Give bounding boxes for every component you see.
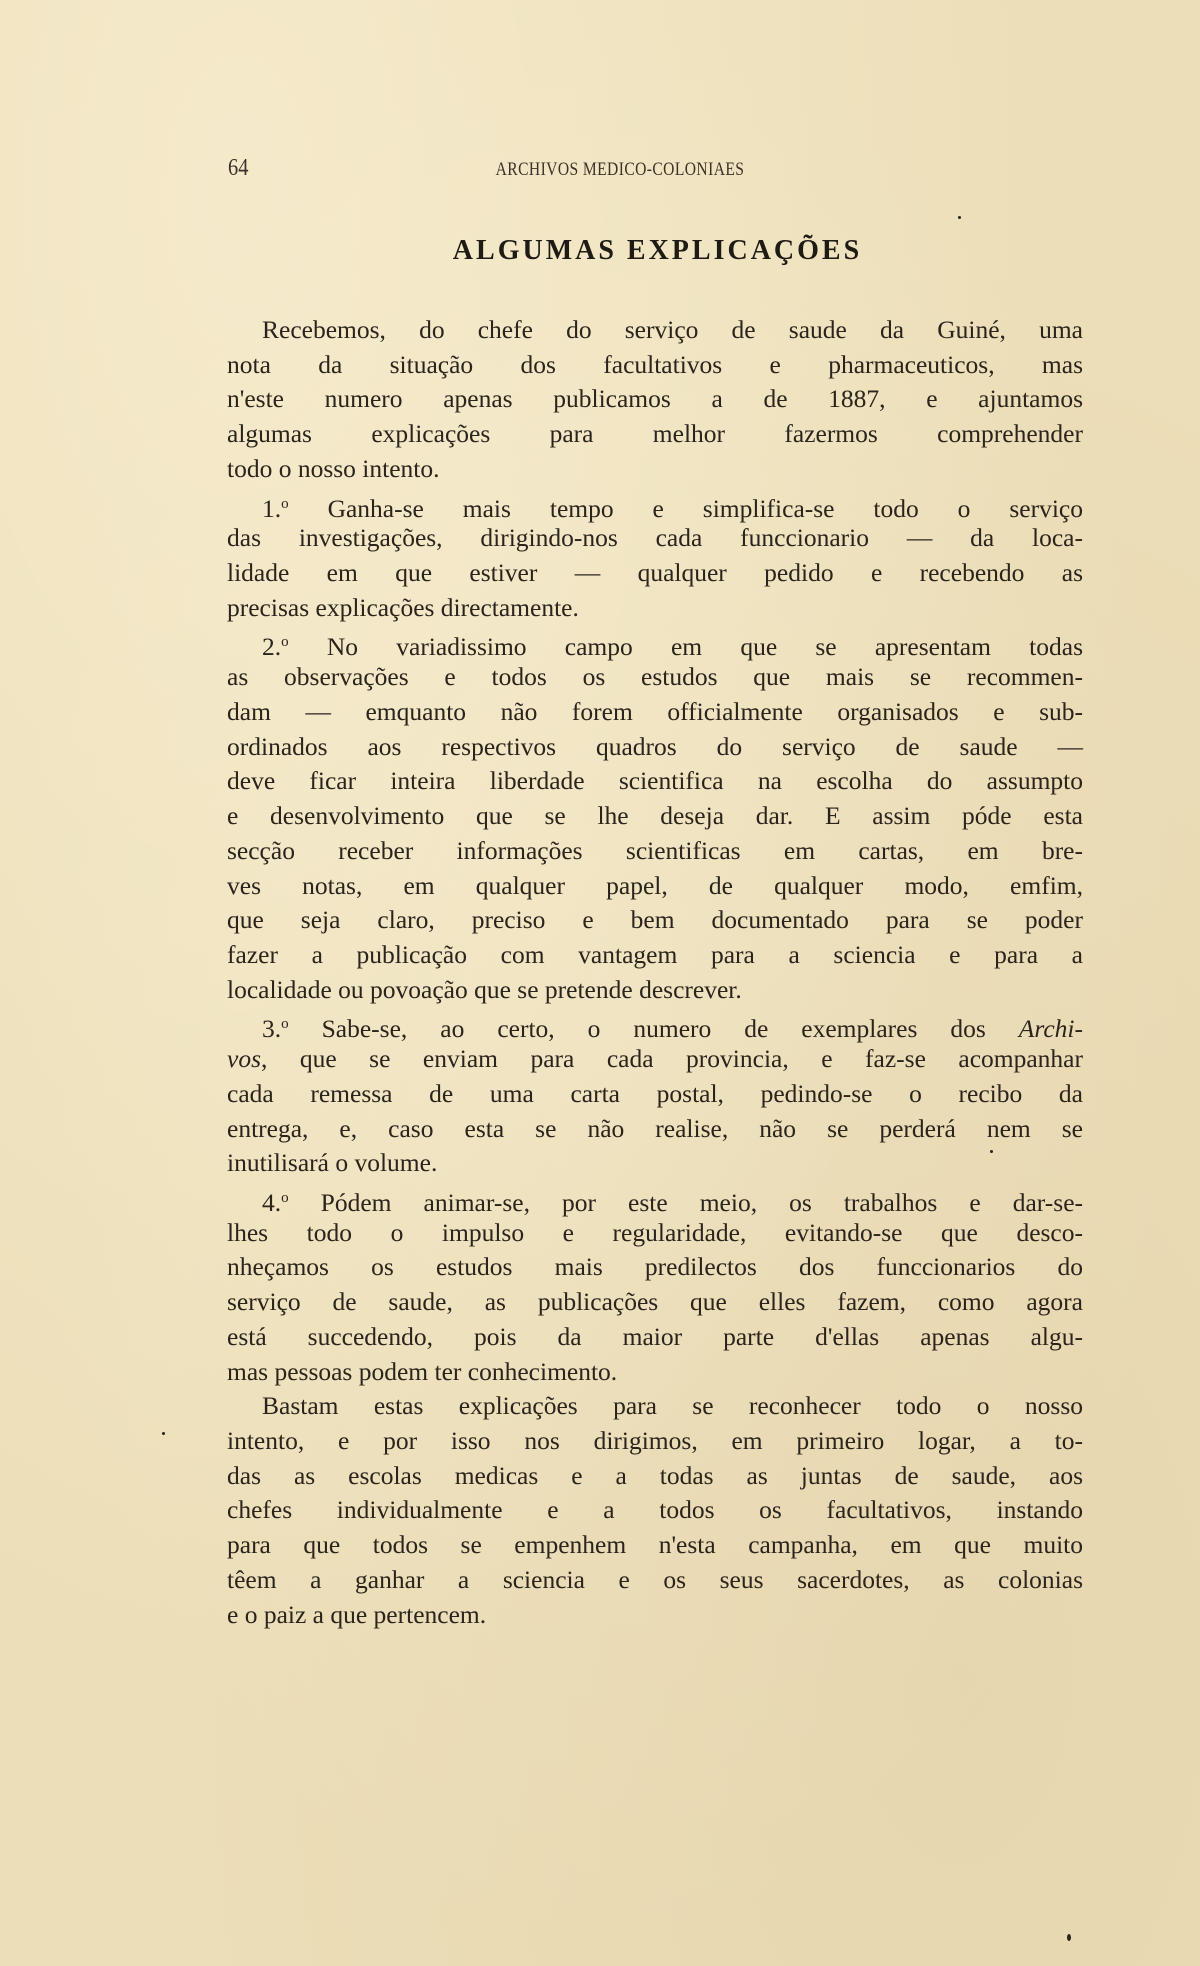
line-text: que seja claro, preciso e bem documentado para se poder [227, 905, 1083, 935]
text-line [227, 940, 1083, 970]
text-line [227, 1079, 1083, 1109]
line-text: secção receber informações scientificas em cartas, em bre- [227, 835, 1083, 865]
text-line [227, 1426, 1083, 1456]
ink-speck [1067, 1934, 1071, 1941]
item-ordinal: 1.$^o$ [262, 493, 289, 523]
line-text: Sabe-se, ao certo, o numero de exemplares dos [321, 1014, 1019, 1044]
line-text: está succedendo, pois da maior parte d'ellas apenas algu- [227, 1321, 1083, 1351]
running-head: ARCHIVOS MEDICO-COLONIAES [495, 159, 745, 180]
text-line [227, 697, 1083, 727]
line-text: nheçamos os estudos mais predilectos dos funccionarios do [227, 1252, 1083, 1282]
italic-title-fragment: vos [227, 1044, 261, 1074]
line-text: , que se enviam para cada provincia, e faz-se acompanhar [261, 1044, 1083, 1074]
line-text: dam — emquanto não forem officialmente organisados e sub- [227, 696, 1083, 726]
line-text: mas pessoas podem ter conhecimento. [227, 1356, 618, 1386]
line-text: as observações e todos os estudos que mais se recommen- [227, 662, 1083, 692]
text-line [227, 1218, 1083, 1248]
line-text: das as escolas medicas e a todas as juntas de saude, aos [227, 1460, 1083, 1490]
line-text: No variadissimo campo em que se apresentam todas [326, 632, 1084, 662]
line-text: lidade em que estiver — qualquer pedido e recebendo as [227, 558, 1083, 588]
text-line [262, 1183, 1083, 1218]
ink-speck [958, 216, 961, 219]
text-line [227, 419, 1083, 449]
line-text: têem a ganhar a sciencia e os seus sacerdotes, as colonias [227, 1564, 1083, 1594]
line-text: para que todos se empenhem n'esta campanha, em que muito [227, 1530, 1083, 1560]
text-line [227, 1148, 1083, 1178]
line-text: precisas explicações directamente. [227, 592, 579, 622]
item-ordinal: 4.$^o$ [262, 1188, 289, 1217]
italic-title-fragment: Archi- [1018, 1014, 1083, 1044]
line-text: e desenvolvimento que se lhe deseja dar. E assim póde esta [227, 801, 1083, 831]
text-line [227, 384, 1083, 414]
text-line [227, 1530, 1083, 1560]
line-text: Ganha-se mais tempo e simplifica-se todo o serviço [327, 493, 1084, 523]
text-line [227, 1252, 1083, 1282]
line-text: e o paiz a que pertencem. [227, 1599, 487, 1629]
text-line [262, 1009, 1083, 1044]
item-ordinal: 3.$^o$ [262, 1014, 289, 1044]
text-line [227, 558, 1083, 588]
text-line [227, 1357, 1083, 1387]
line-text: das investigações, dirigindo-nos cada funccionario — da loca- [227, 523, 1083, 553]
text-line [227, 732, 1083, 762]
text-line [227, 905, 1083, 935]
line-text: chefes individualmente e a todos os facultativos, instando [227, 1495, 1083, 1525]
text-line [227, 593, 1083, 623]
line-text: intento, e por isso nos dirigimos, em primeiro logar, a to- [227, 1426, 1083, 1456]
line-text: inutilisará o volume. [227, 1148, 438, 1178]
line-text: ves notas, em qualquer papel, de qualquer modo, emfim, [227, 870, 1083, 900]
line-text: lhes todo o impulso e regularidade, evitando-se que desco- [227, 1217, 1083, 1247]
line-text: serviço de saude, as publicações que elles fazem, como agora [227, 1287, 1083, 1317]
text-line [262, 489, 1083, 524]
line-text: Pódem animar-se, por este meio, os trabalhos e dar-se- [320, 1188, 1083, 1217]
ink-speck [990, 1150, 993, 1153]
text-line [227, 766, 1083, 796]
text-line [227, 1600, 1083, 1630]
ink-speck [162, 1432, 165, 1435]
text-line [227, 1322, 1083, 1352]
text-line [227, 1114, 1083, 1144]
line-text: todo o nosso intento. [227, 453, 440, 483]
item-ordinal: 2.$^o$ [262, 632, 289, 662]
text-line [227, 350, 1083, 380]
page-number: 64 [228, 155, 249, 181]
line-text: cada remessa de uma carta postal, pedindo-se o recibo da [227, 1078, 1083, 1108]
article-title: ALGUMAS EXPLICAÇÕES [452, 235, 863, 266]
line-text: algumas explicações para melhor fazermos comprehender [227, 419, 1083, 449]
line-text: nota da situação dos facultativos e pharmaceuticos, mas [227, 349, 1083, 379]
line-text: fazer a publicação com vantagem para a sciencia e para a [227, 939, 1083, 969]
text-line [227, 836, 1083, 866]
line-text: Recebemos, do chefe do serviço de saude da Guiné, uma [262, 315, 1083, 344]
text-line [262, 315, 1083, 345]
line-text: Bastam estas explicações para se reconhecer todo o nosso [262, 1391, 1083, 1421]
text-line [227, 1565, 1083, 1595]
line-text: localidade ou povoação que se pretende descrever. [227, 974, 742, 1004]
line-text: entrega, e, caso esta se não realise, não se perderá nem se [227, 1113, 1083, 1143]
text-line [227, 871, 1083, 901]
text-line [227, 523, 1083, 553]
text-line [262, 627, 1083, 662]
text-line [227, 801, 1083, 831]
text-line [227, 662, 1083, 692]
line-text: ordinados aos respectivos quadros do serviço de saude — [227, 731, 1083, 761]
line-text: deve ficar inteira liberdade scientifica na escolha do assumpto [227, 766, 1083, 796]
text-line [227, 975, 1083, 1005]
text-line [227, 1461, 1083, 1491]
text-line [227, 1287, 1083, 1317]
line-text: n'este numero apenas publicamos a de 1887, e ajuntamos [227, 384, 1083, 414]
text-line [227, 1495, 1083, 1525]
text-line [227, 454, 1083, 484]
text-line [227, 1044, 1083, 1074]
text-line [262, 1391, 1083, 1421]
